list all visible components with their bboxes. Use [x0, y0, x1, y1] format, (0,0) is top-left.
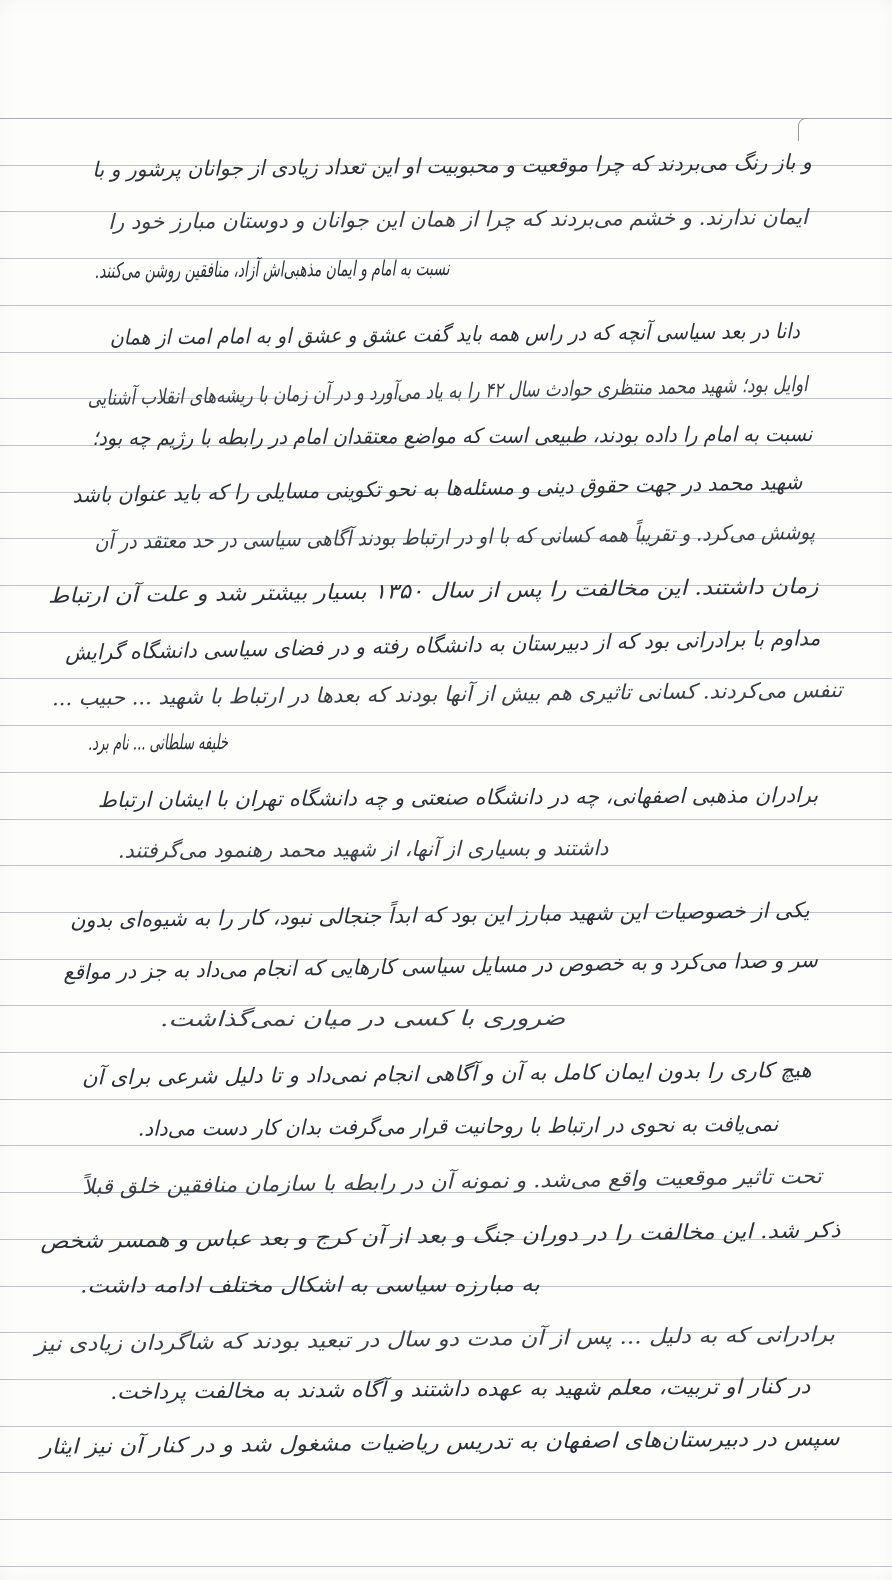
handwritten-line: تنفس می‌کردند. کسانی تاثیری هم بیش از آنها بودند که بعدها در ارتباط با شهید ... حبیب ...	[51, 678, 843, 711]
handwritten-line: یکی از خصوصیات این شهید مبارز این بود که ابداً جنجالی نبود، کار را به شیوه‌ای بدون	[70, 898, 811, 933]
handwritten-line: تحت تاثیر موقعیت واقع می‌شد. و نمونه آن در رابطه با سازمان منافقین خلق قبلاً	[82, 1164, 823, 1199]
handwritten-line: نسبت به امام را داده بودند، طبیعی است که مواضع معتقدان امام در رابطه با رژیم چه بود؛	[91, 422, 813, 451]
handwritten-line: سر و صدا می‌کرد و به خصوص در مسایل سیاسی کارهایی که انجام می‌داد به جز در مواقع	[63, 948, 819, 985]
handwritten-line: مداوم با برادرانی بود که از دبیرستان به دانشگاه رفته و در فضای سیاسی دانشگاه گرایش	[64, 626, 821, 665]
handwritten-line: شهید محمد در جهت حقوق دینی و مسئله‌ها به نحو تکوینی مسایلی را که باید عنوان باشد	[71, 470, 803, 508]
handwritten-line: به مبارزه سیاسی به اشکال مختلف ادامه داشت.	[80, 1272, 541, 1298]
handwritten-line: برادرانی که به دلیل ... پس از آن مدت دو سال در تبعید بودند که شاگردان زیادی نیز	[34, 1322, 836, 1357]
ruled-line	[0, 1145, 892, 1146]
ruled-line	[0, 305, 892, 306]
margin-tick-mark	[798, 118, 807, 141]
handwritten-line: نسبت به امام و ایمان مذهبی‌اش آزاد، منافقین روشن می‌کنند.	[95, 256, 451, 283]
ruled-line	[0, 865, 892, 866]
ruled-line	[0, 1472, 892, 1473]
handwritten-line: دانا در بعد سیاسی آنچه که در راس همه باید گفت عشق و عشق او به امام امت از همان	[109, 319, 801, 350]
ruled-line	[0, 772, 892, 773]
handwritten-line: اوایل بود؛ شهید محمد منتظری حوادث سال ۴۲ را به یاد می‌آورد و در آن زمان با ریشه‌های انقلاب آشنایی	[87, 372, 809, 411]
ruled-line	[0, 352, 892, 353]
handwritten-line: برادران مذهبی اصفهانی، چه در دانشگاه صنعتی و چه دانشگاه تهران با ایشان ارتباط	[97, 783, 819, 813]
handwritten-line: ایمان ندارند. و خشم می‌بردند که چرا از همان این جوانان و دوستان مبارز خود را	[108, 205, 809, 234]
ruled-line	[0, 1566, 892, 1567]
handwritten-line: در کنار او تربیت، معلم شهید به عهده داشتند و آگاه شدند به مخالفت پرداخت.	[109, 1374, 811, 1404]
handwritten-line: داشتند و بسیاری از آنها، از شهید محمد رهنمود می‌گرفتند.	[117, 836, 609, 863]
handwritten-line: هیچ کاری را بدون ایمان کامل به آن و آگاهی انجام نمی‌داد و تا دلیل شرعی برای آن	[82, 1058, 813, 1090]
ruled-line	[0, 1052, 892, 1053]
handwritten-line: خلیفه سلطانی ... نام برد.	[87, 730, 229, 755]
handwritten-line: زمان داشتند. این مخالفت را پس از سال ۱۳۵۰ بسیار بیشتر شد و علت آن ارتباط	[47, 574, 819, 608]
ruled-line	[0, 1519, 892, 1520]
handwritten-line: ضروری با کسی در میان نمی‌گذاشت.	[159, 1006, 566, 1032]
handwritten-line: و باز رنگ می‌بردند که چرا موقعیت و محبوبیت او این تعداد زیادی از جوانان پرشور و با	[92, 150, 813, 182]
handwritten-line: ذکر شد. این مخالفت را در دوران جنگ و بعد از آن کرج و بعد عباس و همسر شخص	[39, 1218, 841, 1254]
handwritten-line: پوشش می‌کرد. و تقریباً همه کسانی که با او در ارتباط بودند آگاهی سیاسی در حد معتقد در آن	[94, 520, 816, 554]
ruled-line	[0, 819, 892, 820]
ruled-line	[0, 118, 892, 119]
ruled-line	[0, 725, 892, 726]
ruled-line	[0, 1099, 892, 1100]
handwritten-line: سپس در دبیرستان‌های اصفهان به تدریس ریاضیات مشغول شد و در کنار آن نیز ایثار	[40, 1426, 841, 1459]
handwritten-line: نمی‌یافت به نحوی در ارتباط با روحانیت قرار می‌گرفت بدان کار دست می‌داد.	[137, 1112, 779, 1141]
